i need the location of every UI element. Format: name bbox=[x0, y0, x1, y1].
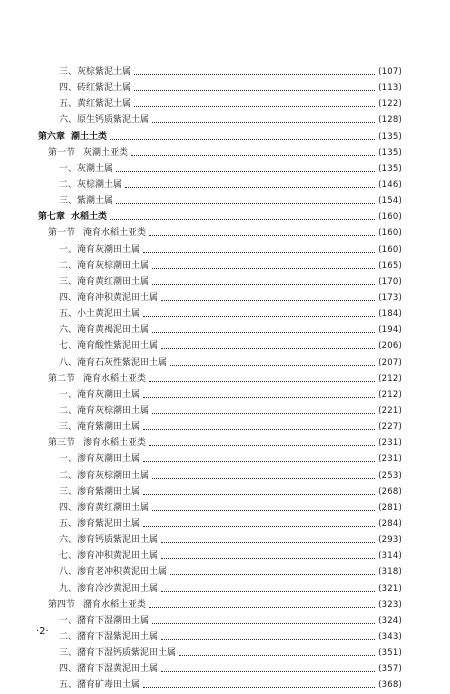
toc-entry-label bbox=[38, 80, 131, 96]
toc-entry-label bbox=[38, 306, 140, 322]
table-of-contents bbox=[38, 64, 402, 693]
toc-entry-label bbox=[38, 161, 113, 177]
toc-page-number: (343) bbox=[378, 631, 402, 642]
toc-page-number: (368) bbox=[378, 680, 402, 691]
toc-section-row[interactable] bbox=[38, 371, 402, 387]
chapter-number: 第七章 bbox=[38, 212, 66, 223]
toc-page-number: (160) bbox=[378, 212, 402, 223]
toc-page-number: (318) bbox=[378, 567, 402, 578]
toc-entry-label bbox=[38, 193, 113, 209]
item-title: 三、灰棕紫泥土属 bbox=[59, 67, 132, 77]
section-number: 第三节 bbox=[48, 438, 76, 449]
toc-item-row[interactable] bbox=[38, 629, 402, 645]
toc-entry-label bbox=[38, 403, 149, 419]
toc-item-row[interactable] bbox=[38, 242, 402, 258]
toc-entry-label bbox=[38, 419, 140, 435]
item-title: 一、淹育灰潮田土属 bbox=[59, 389, 141, 400]
dot-leader bbox=[134, 89, 375, 91]
dot-leader bbox=[152, 283, 375, 285]
toc-entry-label bbox=[38, 145, 128, 161]
item-title: 三、潴育下湿钙质紫泥田土属 bbox=[59, 648, 177, 659]
toc-entry-label bbox=[38, 96, 131, 112]
item-title: 三、淹育黄红潮田土属 bbox=[59, 276, 150, 287]
toc-item-row[interactable] bbox=[38, 564, 402, 580]
toc-section-row[interactable] bbox=[38, 225, 402, 241]
toc-item-row[interactable] bbox=[38, 258, 402, 274]
toc-page-number: (227) bbox=[378, 422, 402, 433]
toc-item-row[interactable] bbox=[38, 306, 402, 322]
toc-page-number: (160) bbox=[378, 228, 402, 239]
item-title: 二、潴育下湿紫泥田土属 bbox=[59, 631, 159, 642]
dot-leader bbox=[161, 299, 375, 301]
toc-entry-label bbox=[38, 112, 149, 128]
toc-item-row[interactable] bbox=[38, 581, 402, 597]
toc-page-number: (231) bbox=[378, 438, 402, 449]
item-title: 四、渗育黄红潮田土属 bbox=[59, 502, 150, 513]
dot-leader bbox=[110, 218, 375, 220]
dot-leader bbox=[161, 638, 375, 640]
dot-leader bbox=[161, 590, 375, 592]
dot-leader bbox=[143, 525, 375, 527]
toc-item-row[interactable] bbox=[38, 613, 402, 629]
toc-page-number: (207) bbox=[378, 357, 402, 368]
dot-leader bbox=[152, 622, 375, 624]
dot-leader bbox=[170, 364, 375, 366]
toc-chapter-row[interactable] bbox=[38, 129, 402, 145]
item-title: 二、渗育灰棕潮田土属 bbox=[59, 470, 150, 481]
section-title: 渗育水稻土亚类 bbox=[83, 438, 147, 449]
toc-entry-label bbox=[38, 177, 122, 193]
dot-leader bbox=[161, 557, 375, 559]
toc-page-number: (231) bbox=[378, 454, 402, 465]
toc-entry-label bbox=[38, 516, 140, 532]
toc-entry-label bbox=[38, 387, 140, 403]
toc-item-row[interactable] bbox=[38, 290, 402, 306]
item-title: 二、淹育灰棕潮田土属 bbox=[59, 405, 150, 416]
toc-entry-label bbox=[38, 645, 176, 661]
toc-page-number: (268) bbox=[378, 486, 402, 497]
item-title: 三、淹育紫潮田土属 bbox=[59, 422, 141, 433]
dot-leader bbox=[116, 170, 375, 172]
toc-page-number: (170) bbox=[378, 276, 402, 287]
toc-page-number: (351) bbox=[378, 648, 402, 659]
toc-entry-label bbox=[38, 129, 107, 145]
item-title: 六、淹育黄褐泥田土属 bbox=[59, 325, 150, 336]
dot-leader bbox=[143, 686, 375, 688]
toc-entry-label bbox=[38, 338, 158, 354]
dot-leader bbox=[149, 606, 375, 608]
toc-item-row[interactable] bbox=[38, 193, 402, 209]
toc-item-row[interactable] bbox=[38, 274, 402, 290]
toc-item-row[interactable] bbox=[38, 96, 402, 112]
toc-entry-label bbox=[38, 597, 146, 613]
toc-item-row[interactable] bbox=[38, 403, 402, 419]
toc-item-row[interactable] bbox=[38, 451, 402, 467]
dot-leader bbox=[131, 154, 375, 156]
toc-item-row[interactable] bbox=[38, 387, 402, 403]
toc-entry-label bbox=[38, 548, 158, 564]
toc-page-number: (165) bbox=[378, 260, 402, 271]
toc-page-number: (321) bbox=[378, 583, 402, 594]
item-title: 五、渗育紫泥田土属 bbox=[59, 518, 141, 529]
toc-entry-label bbox=[38, 64, 131, 80]
section-title: 淹育水稻土亚类 bbox=[83, 373, 147, 384]
toc-item-row[interactable] bbox=[38, 661, 402, 677]
toc-entry-label bbox=[38, 290, 158, 306]
toc-page-number: (206) bbox=[378, 341, 402, 352]
toc-entry-label bbox=[38, 322, 149, 338]
item-title: 六、原生钙质紫泥土属 bbox=[59, 115, 150, 126]
toc-item-row[interactable] bbox=[38, 161, 402, 177]
item-title: 三、紫潮土属 bbox=[59, 196, 114, 207]
dot-leader bbox=[152, 509, 375, 511]
toc-entry-label bbox=[38, 484, 140, 500]
item-title: 七、淹育酸性紫泥田土属 bbox=[59, 341, 159, 352]
dot-leader bbox=[149, 234, 375, 236]
dot-leader bbox=[161, 541, 375, 543]
section-title: 潴育水稻土亚类 bbox=[83, 599, 147, 610]
toc-page-number: (135) bbox=[378, 131, 402, 142]
toc-item-row[interactable] bbox=[38, 112, 402, 128]
toc-page-number: (160) bbox=[378, 244, 402, 255]
toc-page-number: (212) bbox=[378, 389, 402, 400]
toc-entry-label bbox=[38, 225, 146, 241]
toc-item-row[interactable] bbox=[38, 645, 402, 661]
toc-page-number: (146) bbox=[378, 179, 402, 190]
toc-item-row[interactable] bbox=[38, 516, 402, 532]
toc-page-number: (113) bbox=[378, 83, 402, 94]
section-title: 淹育水稻土亚类 bbox=[83, 228, 147, 239]
toc-entry-label bbox=[38, 258, 149, 274]
item-title: 四、潴育下湿黄泥田土属 bbox=[59, 664, 159, 675]
section-number: 第二节 bbox=[48, 373, 76, 384]
toc-entry-label bbox=[38, 435, 146, 451]
dot-leader bbox=[143, 315, 375, 317]
toc-item-row[interactable] bbox=[38, 177, 402, 193]
toc-page-number: (323) bbox=[378, 599, 402, 610]
dot-leader bbox=[152, 267, 375, 269]
toc-item-row[interactable] bbox=[38, 338, 402, 354]
toc-item-row[interactable] bbox=[38, 468, 402, 484]
item-title: 三、渗育紫潮田土属 bbox=[59, 486, 141, 497]
toc-entry-label bbox=[38, 532, 158, 548]
toc-item-row[interactable] bbox=[38, 80, 402, 96]
toc-page-number: (293) bbox=[378, 535, 402, 546]
toc-page-number: (281) bbox=[378, 502, 402, 513]
dot-leader bbox=[134, 73, 375, 75]
item-title: 四、淹育冲积黄泥田土属 bbox=[59, 292, 159, 303]
item-title: 七、渗育冲积黄泥田土属 bbox=[59, 551, 159, 562]
dot-leader bbox=[152, 331, 375, 333]
toc-entry-label bbox=[38, 661, 158, 677]
toc-page-number: (194) bbox=[378, 325, 402, 336]
toc-section-row[interactable] bbox=[38, 145, 402, 161]
chapter-title: 水稻土类 bbox=[71, 212, 108, 223]
toc-entry-label bbox=[38, 242, 140, 258]
toc-entry-label bbox=[38, 468, 149, 484]
toc-page-number: (173) bbox=[378, 292, 402, 303]
toc-page-number: (314) bbox=[378, 551, 402, 562]
item-title: 五、潴育矿毒田土属 bbox=[59, 680, 141, 691]
dot-leader bbox=[179, 654, 375, 656]
toc-page-number: (212) bbox=[378, 373, 402, 384]
toc-item-row[interactable] bbox=[38, 677, 402, 693]
toc-page-number: (128) bbox=[378, 115, 402, 126]
dot-leader bbox=[143, 428, 375, 430]
item-title: 八、渗育老冲积黄泥田土属 bbox=[59, 567, 168, 578]
item-title: 一、渗育灰潮田土属 bbox=[59, 454, 141, 465]
toc-entry-label bbox=[38, 677, 140, 693]
toc-page-number: (184) bbox=[378, 309, 402, 320]
dot-leader bbox=[143, 396, 375, 398]
section-number: 第一节 bbox=[48, 147, 76, 158]
toc-section-row[interactable] bbox=[38, 435, 402, 451]
toc-item-row[interactable] bbox=[38, 322, 402, 338]
section-number: 第四节 bbox=[48, 599, 76, 610]
section-title: 灰潮土亚类 bbox=[83, 147, 129, 158]
toc-page-number: (253) bbox=[378, 470, 402, 481]
dot-leader bbox=[110, 138, 375, 140]
toc-item-row[interactable] bbox=[38, 548, 402, 564]
item-title: 六、渗育钙质紫泥田土属 bbox=[59, 535, 159, 546]
dot-leader bbox=[116, 202, 375, 204]
toc-section-row[interactable] bbox=[38, 597, 402, 613]
item-title: 一、灰潮土属 bbox=[59, 163, 114, 174]
dot-leader bbox=[152, 412, 375, 414]
item-title: 九、渗育冷沙黄泥田土属 bbox=[59, 583, 159, 594]
toc-item-row[interactable] bbox=[38, 419, 402, 435]
dot-leader bbox=[125, 186, 375, 188]
item-title: 五、小土黄泥田土属 bbox=[59, 309, 141, 320]
item-title: 五、黄红紫泥土属 bbox=[59, 99, 132, 110]
toc-page-number: (135) bbox=[378, 163, 402, 174]
dot-leader bbox=[152, 121, 375, 123]
toc-entry-label bbox=[38, 564, 167, 580]
toc-entry-label bbox=[38, 355, 167, 371]
dot-leader bbox=[143, 493, 375, 495]
dot-leader bbox=[170, 573, 375, 575]
dot-leader bbox=[134, 105, 375, 107]
toc-chapter-row[interactable] bbox=[38, 209, 402, 225]
item-title: 二、灰棕潮土属 bbox=[59, 179, 123, 190]
item-title: 二、淹育灰棕潮田土属 bbox=[59, 260, 150, 271]
toc-page-number: (135) bbox=[378, 147, 402, 158]
toc-entry-label bbox=[38, 613, 149, 629]
item-title: 四、砖红紫泥土属 bbox=[59, 83, 132, 94]
chapter-title: 潮土土类 bbox=[71, 131, 108, 142]
toc-entry-label bbox=[38, 274, 149, 290]
toc-item-row[interactable] bbox=[38, 500, 402, 516]
toc-entry-label bbox=[38, 500, 149, 516]
toc-page-number: (357) bbox=[378, 664, 402, 675]
toc-page-number: (284) bbox=[378, 518, 402, 529]
toc-page-number: (221) bbox=[378, 405, 402, 416]
dot-leader bbox=[149, 380, 375, 382]
item-title: 一、淹育灰潮田土属 bbox=[59, 244, 141, 255]
toc-page-number: (154) bbox=[378, 196, 402, 207]
chapter-number: 第六章 bbox=[38, 131, 66, 142]
toc-item-row[interactable] bbox=[38, 355, 402, 371]
toc-entry-label bbox=[38, 209, 107, 225]
dot-leader bbox=[143, 251, 375, 253]
toc-page-number: (324) bbox=[378, 615, 402, 626]
page-number-footer: ·2· bbox=[36, 626, 49, 637]
toc-item-row[interactable] bbox=[38, 484, 402, 500]
item-title: 八、淹育石灰性紫泥田土属 bbox=[59, 357, 168, 368]
toc-entry-label bbox=[38, 581, 158, 597]
dot-leader bbox=[152, 477, 375, 479]
toc-page-number: (122) bbox=[378, 99, 402, 110]
toc-entry-label bbox=[38, 371, 146, 387]
dot-leader bbox=[149, 444, 375, 446]
dot-leader bbox=[161, 670, 375, 672]
toc-entry-label bbox=[38, 629, 158, 645]
dot-leader bbox=[143, 460, 375, 462]
toc-item-row[interactable] bbox=[38, 532, 402, 548]
dot-leader bbox=[161, 347, 375, 349]
toc-item-row[interactable] bbox=[38, 64, 402, 80]
item-title: 一、潴育下湿潮田土属 bbox=[59, 615, 150, 626]
toc-page-number: (107) bbox=[378, 67, 402, 77]
section-number: 第一节 bbox=[48, 228, 76, 239]
toc-entry-label bbox=[38, 451, 140, 467]
